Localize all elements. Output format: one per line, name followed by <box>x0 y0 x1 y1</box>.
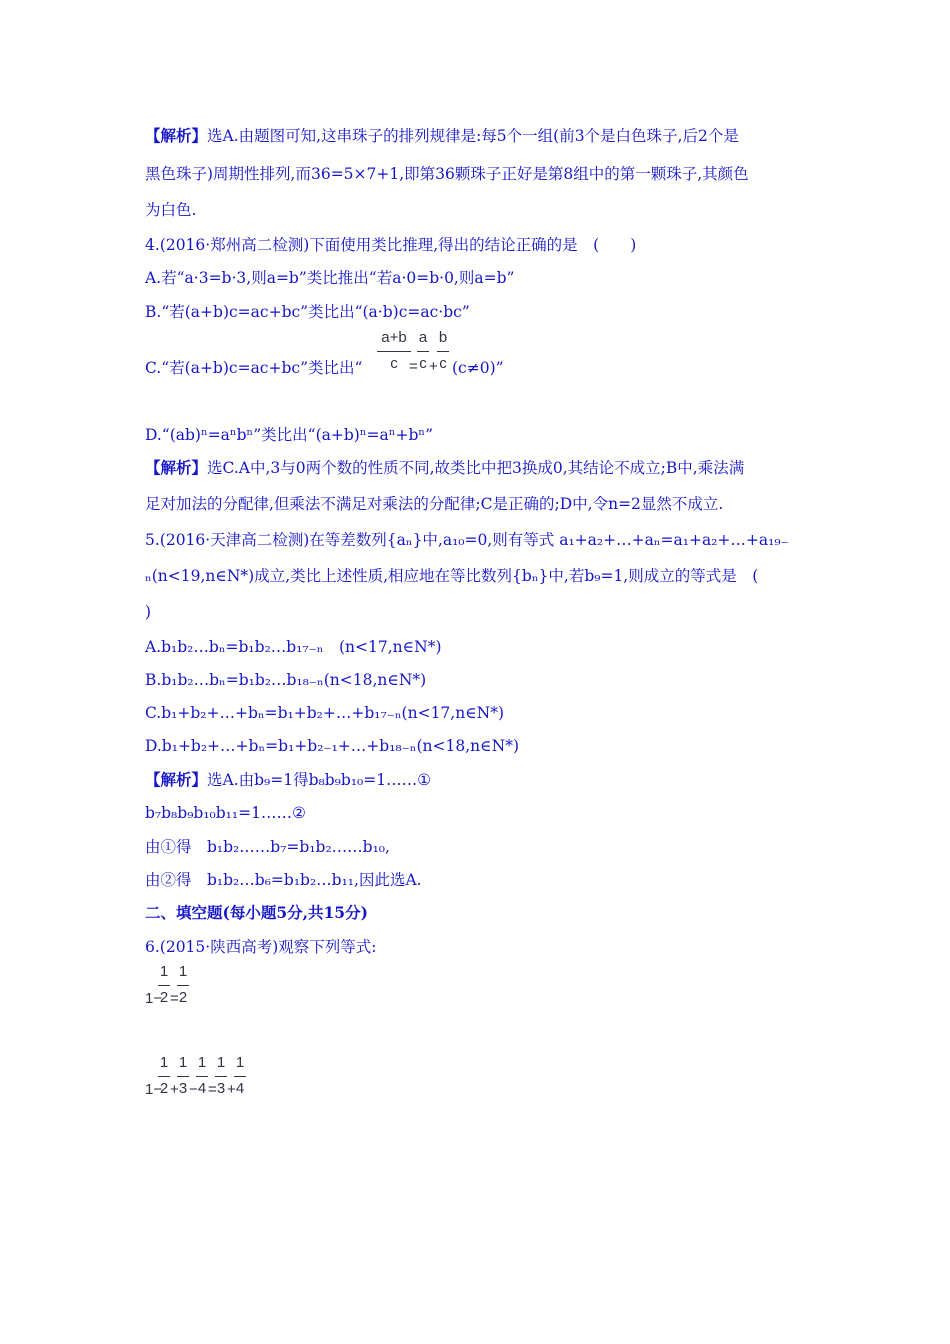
analysis-tag: 【解析】 <box>145 770 208 789</box>
analysis-3-line-1: 【解析】选A.由题图可知,这串珠子的排列规律是:每5个一组(前3个是白色珠子,后2个是 <box>145 126 739 145</box>
question-5-analysis-line-1: 【解析】选A.由b₉=1得b₈b₉b₁₀=1……① <box>145 770 431 789</box>
question-4-analysis-line-1: 【解析】选C.A中,3与0两个数的性质不同,故类比中把3换成0,其结论不成立;B中,乘法满 <box>145 458 745 477</box>
fraction: 1 4 <box>235 1054 245 1097</box>
question-5-option-b: B.b₁b₂…bₙ=b₁b₂…b₁₈₋ₙ(n<18,n∈N*) <box>145 671 427 689</box>
analysis-tag: 【解析】 <box>145 458 208 477</box>
question-6-stem: 6.(2015·陕西高考)观察下列等式: <box>145 938 377 956</box>
analysis-3-line-3: 为白色. <box>145 201 197 219</box>
question-4-analysis-line-2: 足对加法的分配律,但乘法不满足对乘法的分配律;C是正确的;D中,令n=2显然不成立. <box>145 495 724 513</box>
question-5-analysis-line-2: b₇b₈b₉b₁₀b₁₁=1……② <box>145 804 306 822</box>
analysis-3-line-2: 黑色珠子)周期性排列,而36=5×7+1,即第36颗珠子正好是第8组中的第一颗珠子,其颜色 <box>145 165 749 183</box>
analysis-tag: 【解析】 <box>145 126 208 145</box>
fraction: 1 2 <box>159 1054 169 1097</box>
question-5-option-d: D.b₁+b₂+…+bₙ=b₁+b₂₋₁+…+b₁₈₋ₙ(n<18,n∈N*) <box>145 737 519 755</box>
question-5-analysis-line-4: 由②得 b₁b₂…b₆=b₁b₂…b₁₁,因此选A. <box>145 871 422 889</box>
question-5-stem-line-1: 5.(2016·天津高二检测)在等差数列{aₙ}中,a₁₀=0,则有等式 a₁+a₂+…+aₙ=a₁+a₂+…+a₁₉₋ <box>145 531 789 549</box>
question-4-option-b: B.“若(a+b)c=ac+bc”类比出“(a·b)c=ac·bc” <box>145 303 470 321</box>
fraction: 1 3 <box>178 1054 188 1097</box>
fraction-1-over-2: 1 2 <box>159 963 169 1006</box>
question-4-option-c-prefix: C.“若(a+b)c=ac+bc”类比出“ <box>145 359 363 377</box>
fraction-a-plus-b-over-c: a+b c <box>375 329 413 375</box>
fraction-b-over-c: b c <box>438 329 448 372</box>
fraction-a-over-c: a c <box>418 329 428 372</box>
fraction: 1 3 <box>216 1054 226 1097</box>
question-5-option-c: C.b₁+b₂+…+bₙ=b₁+b₂+…+b₁₇₋ₙ(n<17,n∈N*) <box>145 704 505 722</box>
question-5-stem-line-3: ) <box>145 603 152 621</box>
question-5-analysis-line-3: 由①得 b₁b₂……b₇=b₁b₂……b₁₀, <box>145 838 390 856</box>
fraction: 1 4 <box>197 1054 207 1097</box>
question-5-stem-line-2: ₙ(n<19,n∈N*)成立,类比上述性质,相应地在等比数列{bₙ}中,若b₉=1,则成立的等式是 ( <box>145 567 759 585</box>
question-4-stem: 4.(2016·郑州高二检测)下面使用类比推理,得出的结论正确的是 ( ) <box>145 236 637 254</box>
question-4-option-a: A.若“a·3=b·3,则a=b”类比推出“若a·0=b·0,则a=b” <box>145 269 515 287</box>
question-5-option-a: A.b₁b₂…bₙ=b₁b₂…b₁₇₋ₙ (n<17,n∈N*) <box>145 638 442 656</box>
section-2-title: 二、填空题(每小题5分,共15分) <box>145 903 368 922</box>
fraction-1-over-2: 1 2 <box>178 963 188 1006</box>
question-4-option-d: D.“(ab)ⁿ=aⁿbⁿ”类比出“(a+b)ⁿ=aⁿ+bⁿ” <box>145 426 434 444</box>
